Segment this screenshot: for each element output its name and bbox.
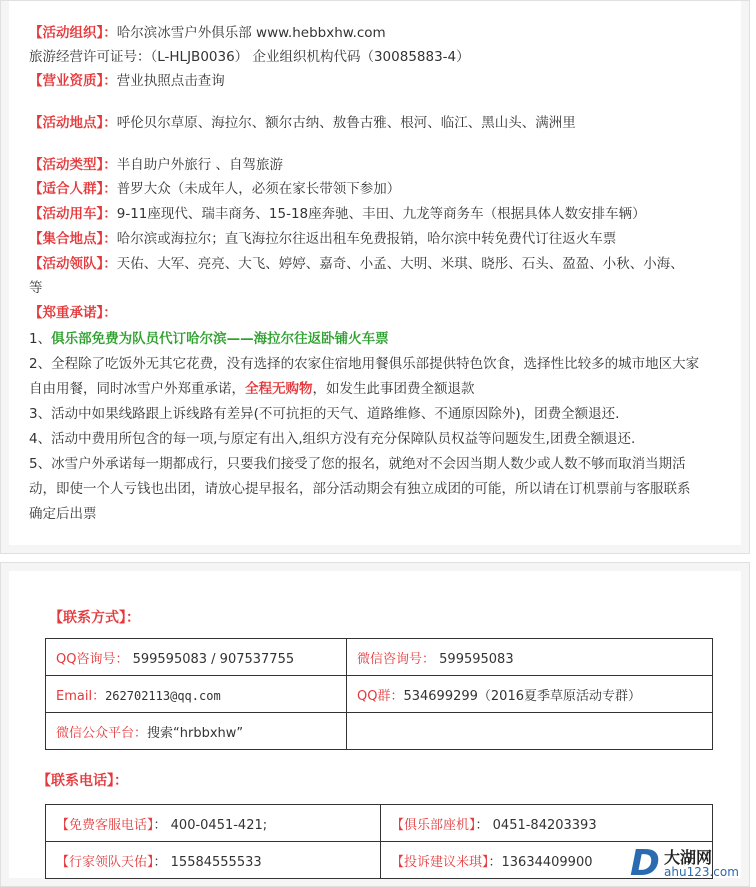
table-row xyxy=(46,805,713,842)
promise-5-line1: 5、冰雪户外承诺每一期都成行，只要我们接受了您的报名，就绝对不会因当期人数少或人数不够而取消当期活 xyxy=(29,456,686,472)
type-line xyxy=(29,155,283,175)
contact-panel xyxy=(0,562,750,887)
org-label: 【活动组织】： xyxy=(29,25,117,41)
promise-3: 3、活动中如果线路跟上诉线路有差异(不可抗拒的天气、道路维修、不通原因除外)，团费全额退还. xyxy=(29,406,620,422)
license-line: 旅游经营许可证号：（L-HLJB0036） 企业组织机构代码（30085883-4） xyxy=(29,49,470,65)
leader-value: 天佑、大军、亮亮、大飞、婷婷、嘉奇、小孟、大明、米琪、晓彤、石头、盈盈、小秋、小海、 xyxy=(116,256,684,272)
contact-cell xyxy=(46,639,347,676)
contact-cell xyxy=(347,639,713,676)
meet-label: 【集合地点】： xyxy=(29,231,117,247)
car-label: 【活动用车】： xyxy=(29,206,117,222)
cell-label: 微信咨询号： xyxy=(357,651,436,667)
logo-url: ahu123.com xyxy=(664,865,739,879)
cell-label: QQ咨询号： xyxy=(56,651,129,667)
cell-value: ： 0451-84203393 xyxy=(475,817,597,833)
cell-value: ： 15584555533 xyxy=(153,854,262,870)
cell-value: ：13634409900 xyxy=(488,854,593,870)
cell-label: 【免费客服电话】 xyxy=(56,817,154,833)
cell-label: QQ群： xyxy=(357,688,404,704)
crowd-label: 【适合人群】： xyxy=(29,181,117,197)
place-label: 【活动地点】： xyxy=(29,115,117,131)
meet-line xyxy=(29,229,616,249)
promise-label: 【郑重承诺】： xyxy=(29,305,117,321)
logo-icon: D xyxy=(630,843,660,884)
type-value: 半自助户外旅行 、自驾旅游 xyxy=(116,157,284,173)
table-row xyxy=(46,713,713,750)
promise-1-num: 1、 xyxy=(29,331,52,347)
qual-link[interactable]: 营业执照点击查询 xyxy=(116,73,225,89)
contact-heading: 【联系方式】： xyxy=(49,610,140,626)
cell-value: ： 400-0451-421; xyxy=(153,817,268,833)
promise-2-line1: 2、全程除了吃饭外无其它花费，没有选择的农家住宿地用餐俱乐部提供特色饮食，选择性比较多的城市地区大家 xyxy=(29,356,700,372)
logo-name: 大湖网 xyxy=(664,848,713,867)
cell-value: 599595083 / 907537755 xyxy=(128,651,295,667)
phone-cell xyxy=(46,842,381,879)
promise-1 xyxy=(29,329,389,349)
contact-cell xyxy=(46,713,347,750)
crowd-line xyxy=(29,179,400,199)
cell-label: 微信公众平台： xyxy=(56,725,148,741)
place-line xyxy=(29,113,576,133)
table-row xyxy=(46,676,713,713)
watermark-logo xyxy=(630,843,750,885)
phone-table xyxy=(45,804,713,879)
phone-heading: 【联系电话】： xyxy=(37,773,128,789)
table-row xyxy=(46,842,713,879)
promise-4: 4、活动中费用所包含的每一项,与原定有出入,组织方没有充分保障队员权益等问题发生,团费全额退还. xyxy=(29,431,636,447)
promise-1-text: 俱乐部免费为队员代订哈尔滨——海拉尔往返卧铺火车票 xyxy=(51,331,389,347)
contact-table xyxy=(45,638,713,750)
contact-cell xyxy=(46,676,347,713)
leader-line xyxy=(29,254,684,274)
qual-label: 【营业资质】： xyxy=(29,73,117,89)
promise-2-highlight: 全程无购物 xyxy=(245,381,313,397)
type-label: 【活动类型】： xyxy=(29,157,117,173)
leader-wrap: 等 xyxy=(29,280,43,296)
promise-2-text-a: 自由用餐，同时冰雪户外郑重承诺， xyxy=(29,381,245,397)
cell-label: 【俱乐部座机】 xyxy=(391,817,476,833)
activity-info-card xyxy=(9,1,741,545)
car-value: 9-11座现代、瑞丰商务、15-18座奔驰、丰田、九龙等商务车（根据具体人数安排车辆） xyxy=(116,206,646,222)
cell-label: 【行家领队天佑】 xyxy=(56,854,154,870)
promise-5-line3: 确定后出票 xyxy=(29,506,97,522)
cell-label: Email： xyxy=(56,688,106,704)
cell-value: 599595083 xyxy=(435,651,514,667)
cell-value: 534699299（2016夏季草原活动专群） xyxy=(403,688,641,704)
table-row xyxy=(46,639,713,676)
contact-cell xyxy=(347,676,713,713)
phone-cell xyxy=(381,805,713,842)
contact-card xyxy=(9,571,741,878)
leader-label: 【活动领队】： xyxy=(29,256,117,272)
promise-2-line2 xyxy=(29,379,475,399)
promise-2-text-c: ，如发生此事团费全额退款 xyxy=(312,381,475,397)
org-line xyxy=(29,23,386,43)
meet-value: 哈尔滨或海拉尔；直飞海拉尔往返出租车免费报销，哈尔滨中转免费代订往返火车票 xyxy=(116,231,617,247)
contact-cell-empty xyxy=(347,713,713,750)
cell-label: 【投诉建议米琪】 xyxy=(391,854,489,870)
qual-line xyxy=(29,71,225,91)
cell-value: 搜索“hrbbxhw” xyxy=(147,725,244,741)
place-value: 呼伦贝尔草原、海拉尔、额尔古纳、敖鲁古雅、根河、临江、黑山头、满洲里 xyxy=(116,115,576,131)
crowd-value: 普罗大众（未成年人，必须在家长带领下参加） xyxy=(116,181,401,197)
email-value[interactable]: 262702113@qq.com xyxy=(105,688,221,703)
car-line xyxy=(29,204,646,224)
promise-5-line2: 动，即使一个人亏钱也出团，请放心提早报名，部分活动期会有独立成团的可能，所以请在订机票前与客服联系 xyxy=(29,481,691,497)
phone-cell xyxy=(46,805,381,842)
org-value: 哈尔滨冰雪户外俱乐部 www.hebbxhw.com xyxy=(116,25,386,41)
